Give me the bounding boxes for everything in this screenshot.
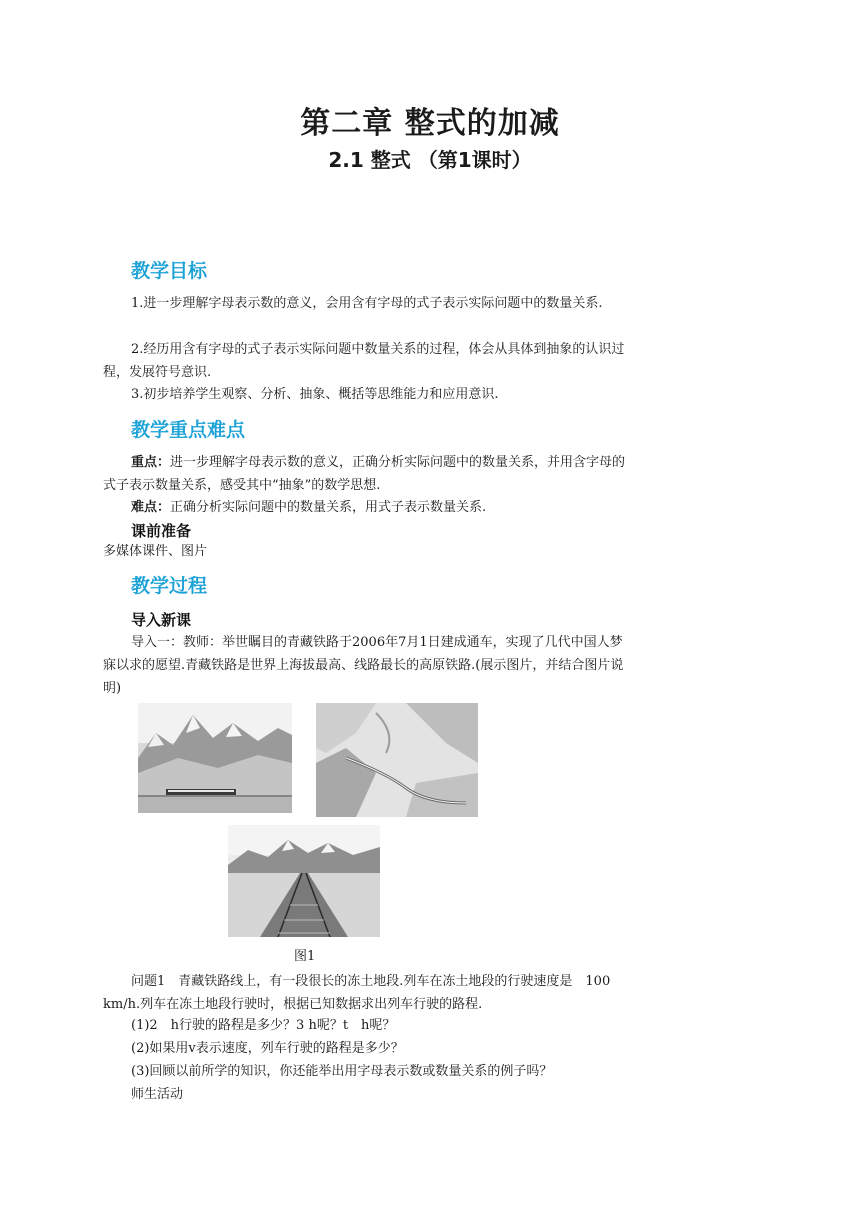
question-1: (1)2 h行驶的路程是多少？3 h呢？t h呢？ bbox=[131, 1018, 396, 1033]
intro-heading: 导入新课 bbox=[131, 611, 192, 629]
objectives-heading: 教学目标 bbox=[131, 260, 208, 282]
difficult-point-text: 正确分析实际问题中的数量关系，用式子表示数量关系. bbox=[170, 500, 487, 515]
question-2: (2)如果用v表示速度，列车行驶的路程是多少？ bbox=[131, 1041, 404, 1056]
process-heading: 教学过程 bbox=[131, 575, 208, 597]
objective-item-1: 1.进一步理解字母表示数的意义，会用含有字母的式子表示实际问题中的数量关系. bbox=[131, 296, 603, 311]
question-3: (3)回顾以前所学的知识，你还能举出用字母表示数或数量关系的例子吗？ bbox=[131, 1064, 553, 1079]
railway-photo-tracks bbox=[228, 825, 380, 937]
difficult-point-paragraph bbox=[103, 496, 633, 519]
objective-item-2: 2.经历用含有字母的式子表示实际问题中数量关系的过程，体会从具体到抽象的认识过程，发展符号意识. bbox=[103, 342, 625, 380]
key-points-heading: 教学重点难点 bbox=[131, 419, 246, 441]
figure-caption: 图1 bbox=[294, 949, 316, 964]
intro-paragraph: 导入一：教师：举世瞩目的青藏铁路于2006年7月1日建成通车，实现了几代中国人梦寐以求的愿望.青藏铁路是世界上海拔最高、线路最长的高原铁路.(展示图片，并结合图片说明) bbox=[103, 635, 624, 696]
objective-item-3: 3.初步培养学生观察、分析、抽象、概括等思维能力和应用意识. bbox=[131, 387, 499, 402]
section-title: 2.1 整式 （第1课时） bbox=[328, 148, 532, 172]
preparation-heading: 课前准备 bbox=[131, 522, 192, 540]
key-point-label: 重点： bbox=[131, 455, 171, 470]
railway-photo-train bbox=[138, 703, 292, 813]
key-point-paragraph bbox=[103, 451, 633, 497]
preparation-text: 多媒体课件、图片 bbox=[103, 544, 208, 559]
problem-1-paragraph: 问题1 青藏铁路线上，有一段很长的冻土地段.列车在冻土地段的行驶速度是 100 km/h.列车在冻土地段行驶时，根据已知数据求出列车行驶的路程. bbox=[103, 974, 611, 1012]
chapter-title: 第二章 整式的加减 bbox=[300, 106, 560, 141]
teacher-student-activity: 师生活动 bbox=[131, 1087, 184, 1102]
key-point-text: 进一步理解字母表示数的意义，正确分析实际问题中的数量关系，并用含字母的式子表示数量关系，感受其中“抽象”的数学思想. bbox=[103, 455, 626, 493]
railway-photo-valley bbox=[316, 703, 478, 817]
difficult-point-label: 难点： bbox=[131, 500, 171, 515]
